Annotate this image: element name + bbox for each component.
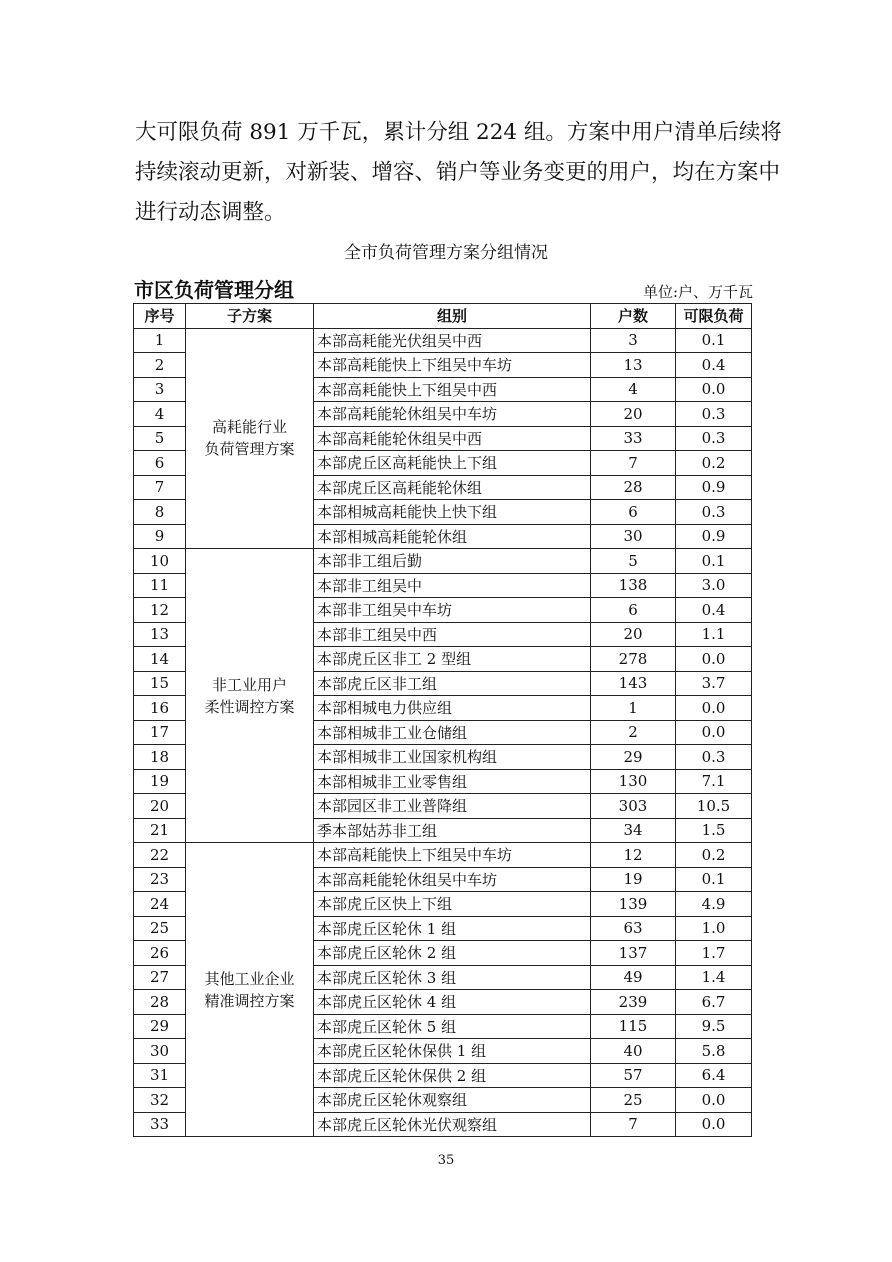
group-name: 本部虎丘区轮休 3 组	[314, 965, 591, 990]
household-count: 137	[591, 941, 676, 966]
group-name: 本部虎丘区高耗能快上下组	[314, 451, 591, 476]
scheme-line: 柔性调控方案	[204, 697, 295, 716]
row-index: 3	[134, 377, 186, 402]
row-index: 8	[134, 500, 186, 525]
group-name: 本部虎丘区轮休观察组	[314, 1088, 591, 1113]
row-index: 1	[134, 328, 186, 353]
header-index: 序号	[134, 304, 186, 329]
household-count: 34	[591, 818, 676, 843]
table-body	[134, 328, 752, 1137]
group-name: 本部虎丘区轮休保供 1 组	[314, 1039, 591, 1064]
limitable-load: 6.7	[676, 990, 752, 1015]
row-index: 33	[134, 1112, 186, 1137]
household-count: 115	[591, 1014, 676, 1039]
scheme-cell	[186, 549, 314, 843]
household-count: 40	[591, 1039, 676, 1064]
row-index: 25	[134, 916, 186, 941]
scheme-line: 非工业用户	[211, 675, 287, 694]
household-count: 30	[591, 524, 676, 549]
group-name: 本部非工组后勤	[314, 549, 591, 574]
limitable-load: 0.0	[676, 377, 752, 402]
page-number: 35	[437, 1153, 455, 1168]
row-index: 16	[134, 696, 186, 721]
limitable-load: 7.1	[676, 769, 752, 794]
row-index: 15	[134, 671, 186, 696]
row-index: 7	[134, 475, 186, 500]
scheme-cell	[186, 843, 314, 1137]
row-index: 5	[134, 426, 186, 451]
household-count: 13	[591, 353, 676, 378]
household-count: 7	[591, 1112, 676, 1137]
group-name: 本部非工组吴中车坊	[314, 598, 591, 623]
limitable-load: 10.5	[676, 794, 752, 819]
household-count: 57	[591, 1063, 676, 1088]
group-name: 本部高耗能快上下组吴中西	[314, 377, 591, 402]
limitable-load: 1.1	[676, 622, 752, 647]
group-name: 本部虎丘区轮休保供 2 组	[314, 1063, 591, 1088]
household-count: 6	[591, 598, 676, 623]
household-count: 143	[591, 671, 676, 696]
household-count: 2	[591, 720, 676, 745]
household-count: 3	[591, 328, 676, 353]
household-count: 29	[591, 745, 676, 770]
limitable-load: 1.0	[676, 916, 752, 941]
table-row	[134, 549, 752, 574]
row-index: 12	[134, 598, 186, 623]
limitable-load: 0.0	[676, 720, 752, 745]
limitable-load: 0.0	[676, 696, 752, 721]
group-name: 本部虎丘区轮休 2 组	[314, 941, 591, 966]
table-row	[134, 328, 752, 353]
limitable-load: 3.0	[676, 573, 752, 598]
header-scheme: 子方案	[186, 304, 314, 329]
group-name: 本部高耗能轮休组吴中车坊	[314, 402, 591, 427]
scheme-cell	[186, 328, 314, 549]
group-name: 本部相城非工业国家机构组	[314, 745, 591, 770]
group-name: 本部虎丘区非工组	[314, 671, 591, 696]
group-name: 本部虎丘区高耗能轮休组	[314, 475, 591, 500]
group-name: 本部高耗能快上下组吴中车坊	[314, 843, 591, 868]
household-count: 63	[591, 916, 676, 941]
paragraph-line: 大可限负荷 891 万千瓦，累计分组 224 组。方案中用户清单后续将	[135, 120, 782, 145]
load-management-table	[133, 303, 752, 1137]
group-name: 本部非工组吴中西	[314, 622, 591, 647]
table-row	[134, 843, 752, 868]
limitable-load: 4.9	[676, 892, 752, 917]
scheme-line: 其他工业企业	[204, 969, 295, 988]
limitable-load: 0.9	[676, 475, 752, 500]
limitable-load: 0.1	[676, 549, 752, 574]
household-count: 33	[591, 426, 676, 451]
group-name: 本部虎丘区轮休 5 组	[314, 1014, 591, 1039]
limitable-load: 0.2	[676, 843, 752, 868]
limitable-load: 3.7	[676, 671, 752, 696]
row-index: 24	[134, 892, 186, 917]
group-name: 本部高耗能轮休组吴中车坊	[314, 867, 591, 892]
household-count: 20	[591, 622, 676, 647]
body-paragraph	[135, 113, 782, 233]
row-index: 19	[134, 769, 186, 794]
table-title: 市区负荷管理分组	[134, 278, 294, 302]
household-count: 6	[591, 500, 676, 525]
limitable-load: 0.4	[676, 598, 752, 623]
scheme-line: 负荷管理方案	[204, 440, 295, 459]
limitable-load: 0.9	[676, 524, 752, 549]
household-count: 25	[591, 1088, 676, 1113]
limitable-load: 6.4	[676, 1063, 752, 1088]
row-index: 10	[134, 549, 186, 574]
limitable-load: 1.5	[676, 818, 752, 843]
limitable-load: 0.3	[676, 745, 752, 770]
row-index: 14	[134, 647, 186, 672]
group-name: 本部相城非工业零售组	[314, 769, 591, 794]
group-name: 本部相城电力供应组	[314, 696, 591, 721]
group-name: 季本部姑苏非工组	[314, 818, 591, 843]
row-index: 17	[134, 720, 186, 745]
household-count: 1	[591, 696, 676, 721]
limitable-load: 0.3	[676, 426, 752, 451]
household-count: 138	[591, 573, 676, 598]
group-name: 本部虎丘区非工 2 型组	[314, 647, 591, 672]
household-count: 5	[591, 549, 676, 574]
group-name: 本部虎丘区轮休光伏观察组	[314, 1112, 591, 1137]
group-name: 本部虎丘区轮休 1 组	[314, 916, 591, 941]
household-count: 139	[591, 892, 676, 917]
row-index: 6	[134, 451, 186, 476]
household-count: 20	[591, 402, 676, 427]
row-index: 13	[134, 622, 186, 647]
household-count: 28	[591, 475, 676, 500]
limitable-load: 1.4	[676, 965, 752, 990]
row-index: 28	[134, 990, 186, 1015]
household-count: 7	[591, 451, 676, 476]
paragraph-line: 持续滚动更新，对新装、增容、销户等业务变更的用户，均在方案中	[135, 160, 781, 185]
household-count: 4	[591, 377, 676, 402]
limitable-load: 5.8	[676, 1039, 752, 1064]
household-count: 278	[591, 647, 676, 672]
row-index: 20	[134, 794, 186, 819]
group-name: 本部相城高耗能快上快下组	[314, 500, 591, 525]
header-load: 可限负荷	[676, 304, 752, 329]
row-index: 23	[134, 867, 186, 892]
household-count: 239	[591, 990, 676, 1015]
limitable-load: 1.7	[676, 941, 752, 966]
row-index: 18	[134, 745, 186, 770]
household-count: 303	[591, 794, 676, 819]
household-count: 19	[591, 867, 676, 892]
row-index: 27	[134, 965, 186, 990]
group-name: 本部高耗能快上下组吴中车坊	[314, 353, 591, 378]
row-index: 30	[134, 1039, 186, 1064]
scheme-line: 精准调控方案	[204, 991, 295, 1010]
table-unit: 单位:户、万千瓦	[642, 283, 753, 301]
group-name: 本部相城高耗能轮休组	[314, 524, 591, 549]
group-name: 本部高耗能光伏组吴中西	[314, 328, 591, 353]
household-count: 49	[591, 965, 676, 990]
household-count: 130	[591, 769, 676, 794]
row-index: 21	[134, 818, 186, 843]
limitable-load: 0.0	[676, 1112, 752, 1137]
header-households: 户数	[591, 304, 676, 329]
row-index: 4	[134, 402, 186, 427]
paragraph-line: 进行动态调整。	[135, 200, 286, 225]
limitable-load: 0.1	[676, 328, 752, 353]
limitable-load: 0.3	[676, 402, 752, 427]
header-group: 组别	[314, 304, 591, 329]
scheme-line: 高耗能行业	[211, 418, 287, 437]
limitable-load: 0.0	[676, 647, 752, 672]
limitable-load: 0.0	[676, 1088, 752, 1113]
group-name: 本部虎丘区轮休 4 组	[314, 990, 591, 1015]
row-index: 22	[134, 843, 186, 868]
limitable-load: 9.5	[676, 1014, 752, 1039]
group-name: 本部非工组吴中	[314, 573, 591, 598]
limitable-load: 0.4	[676, 353, 752, 378]
row-index: 31	[134, 1063, 186, 1088]
row-index: 2	[134, 353, 186, 378]
group-name: 本部园区非工业普降组	[314, 794, 591, 819]
household-count: 12	[591, 843, 676, 868]
group-name: 本部虎丘区快上下组	[314, 892, 591, 917]
limitable-load: 0.3	[676, 500, 752, 525]
row-index: 26	[134, 941, 186, 966]
limitable-load: 0.2	[676, 451, 752, 476]
row-index: 11	[134, 573, 186, 598]
group-name: 本部高耗能轮休组吴中西	[314, 426, 591, 451]
row-index: 32	[134, 1088, 186, 1113]
table-caption: 全市负荷管理方案分组情况	[344, 243, 548, 263]
row-index: 29	[134, 1014, 186, 1039]
row-index: 9	[134, 524, 186, 549]
limitable-load: 0.1	[676, 867, 752, 892]
group-name: 本部相城非工业仓储组	[314, 720, 591, 745]
table-header-row	[134, 304, 752, 329]
